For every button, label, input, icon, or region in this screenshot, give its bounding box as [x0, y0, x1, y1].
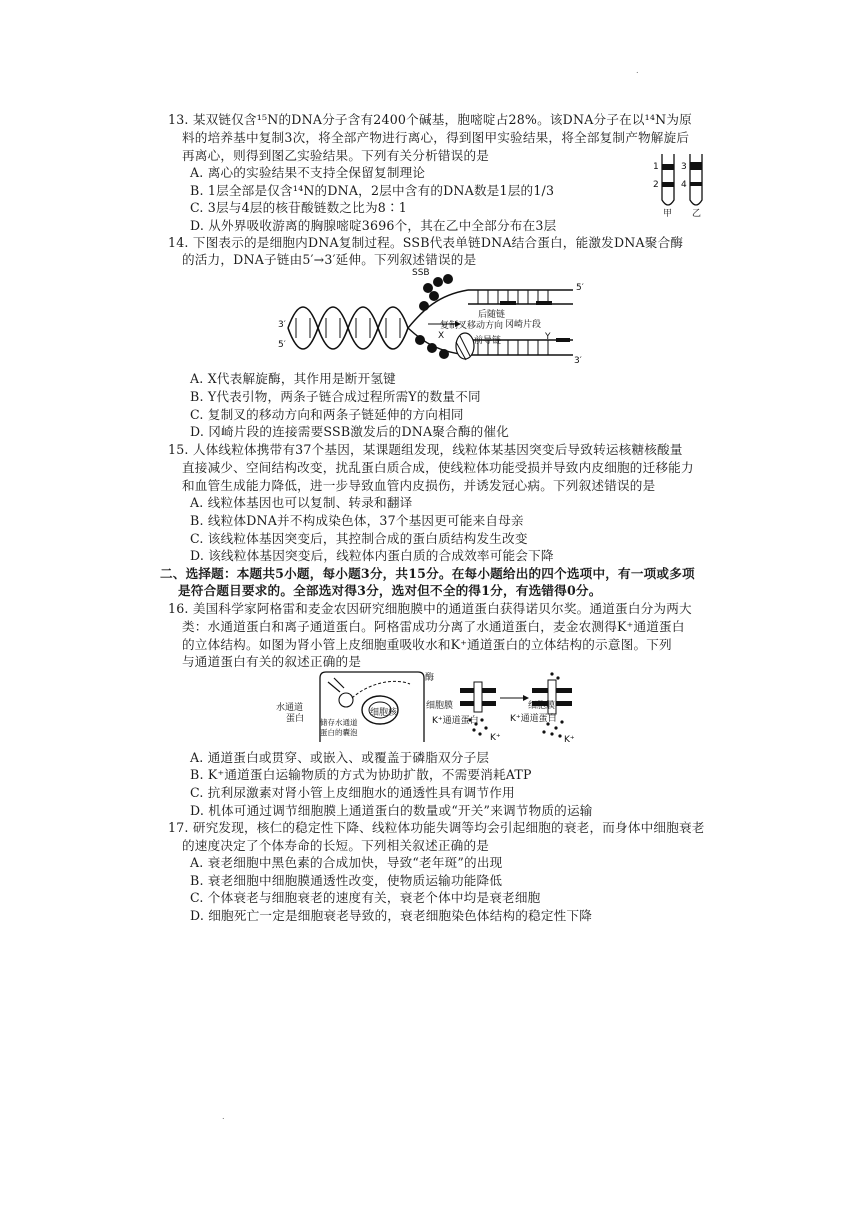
- ssb-label: SSB: [412, 268, 430, 278]
- leading-strand-label: 前导链: [474, 336, 502, 346]
- q14-line-1: 14. 下图表示的是细胞内DNA复制过程。SSB代表单链DNA结合蛋白，能激发DNA聚合酶: [168, 235, 684, 250]
- q15-line-1: 15. 人体线粒体携带有37个基因，某课题组发现，线粒体某基因突变后导致转运核糖核酸量: [168, 442, 683, 457]
- strand-5prime-top-label: 5′: [576, 283, 584, 293]
- helicase-x-label: X: [438, 331, 445, 341]
- tube-layer-1-label: 1: [653, 162, 659, 172]
- q16-option-c: C. 抗利尿激素对肾小管上皮细胞水的通透性具有调节作用: [190, 785, 515, 800]
- q17-line-1: 17. 研究发现，核仁的稳定性下降、线粒体功能失调等均会引起细胞的衰老，而身体中细胞衰老: [168, 820, 705, 835]
- q17-option-a: A. 衰老细胞中黑色素的合成加快，导致“老年斑”的出现: [190, 855, 503, 870]
- q17-line-2: 的速度决定了个体寿命的长短。下列相关叙述正确的是: [182, 838, 490, 853]
- primer-y-label: Y: [545, 332, 551, 342]
- tube-layer-2-label: 2: [653, 180, 659, 190]
- section2-heading-line-1: 二、选择题：本题共5小题，每小题3分，共15分。在每小题给出的四个选项中，有一项或多项: [160, 566, 695, 581]
- q13-line-2: 料的培养基中复制3次，将全部产物进行离心，得到图甲实验结果，将全部复制产物解旋后: [182, 130, 690, 145]
- aquaporin-label-1: 水通道: [276, 703, 304, 713]
- section2-heading-line-2: 是符合题目要求的。全部选对得3分，选对但不全的得1分，有选错得0分。: [178, 583, 602, 598]
- q15-option-d: D. 该线粒体基因突变后，线粒体内蛋白质的合成效率可能会下降: [190, 548, 554, 563]
- q14-option-a: A. X代表解旋酶，其作用是断开氢键: [190, 371, 396, 386]
- q14-option-d: D. 冈崎片段的连接需要SSB激发后的DNA聚合酶的催化: [190, 424, 510, 439]
- q15-line-2: 直接减少、空间结构改变，扰乱蛋白质合成，使线粒体功能受损并导致内皮细胞的迁移能力: [182, 460, 694, 475]
- q16-option-b: B. K⁺通道蛋白运输物质的方式为协助扩散，不需要消耗ATP: [190, 767, 532, 782]
- tube-jia-label: 甲: [663, 209, 673, 219]
- membrane-label-before: 细胞膜: [426, 701, 454, 711]
- q17-option-b: B. 衰老细胞中细胞膜通透性改变，使物质运输功能降低: [190, 873, 503, 888]
- strand-5prime-left-label: 5′: [278, 340, 286, 350]
- vesicle-label-2: 蛋白的囊泡: [320, 728, 358, 737]
- q15-option-c: C. 该线粒体基因突变后，其控制合成的蛋白质结构发生改变: [190, 531, 528, 546]
- scan-dot-top: .: [636, 66, 639, 75]
- k-channel-label-after: K⁺通道蛋白: [510, 714, 557, 724]
- q13-line-1: 13. 某双链仅含¹⁵N的DNA分子含有2400个碱基，胞嘧啶占28%。该DNA分子在以¹⁴N为原: [168, 112, 692, 127]
- q13-option-b: B. 1层全部是仅含¹⁴N的DNA，2层中含有的DNA数是1层的1/3: [190, 183, 555, 198]
- nucleus-label: 细胞核: [370, 708, 398, 718]
- q16-line-1: 16. 美国科学家阿格雷和麦金农因研究细胞膜中的通道蛋白获得诺贝尔奖。通道蛋白分为两大: [168, 601, 692, 616]
- membrane-label-after: 细胞膜: [528, 701, 556, 711]
- q16-option-a: A. 通道蛋白或贯穿、或嵌入、或覆盖于磷脂双分子层: [190, 750, 490, 765]
- k-ion-label-2: K⁺: [564, 735, 575, 745]
- q16-line-3: 的立体结构。如图为肾小管上皮细胞重吸收水和K⁺通道蛋白的立体结构的示意图。下列: [182, 637, 672, 652]
- q16-line-2: 类：水通道蛋白和离子通道蛋白。阿格雷成功分离了水通道蛋白，麦金农测得K⁺通道蛋白: [182, 619, 685, 634]
- q14-option-b: B. Y代表引物，两条子链合成过程所需Y的数量不同: [190, 389, 481, 404]
- enzyme-label: 酶: [425, 673, 435, 683]
- q15-option-a: A. 线粒体基因也可以复制、转录和翻译: [190, 495, 413, 510]
- q14-option-c: C. 复制叉的移动方向和两条子链延伸的方向相同: [190, 407, 464, 422]
- tube-layer-3-label: 3: [681, 162, 687, 172]
- vesicle-label-1: 储存水通道: [320, 718, 358, 727]
- tube-yi-label: 乙: [692, 209, 702, 219]
- q13-option-d: D. 从外界吸收游离的胸腺嘧啶3696个，其在乙中全部分布在3层: [190, 218, 557, 233]
- q13-option-c: C. 3层与4层的核苷酸链数之比为8∶1: [190, 200, 407, 215]
- q13-line-3: 再离心，则得到图乙实验结果。下列有关分析错误的是: [182, 148, 490, 163]
- k-ion-label-1: K⁺: [490, 733, 501, 743]
- dna-replication-figure: [288, 270, 588, 370]
- q15-line-3: 和血管生成能力降低，进一步导致血管内皮损伤，并诱发冠心病。下列叙述错误的是: [182, 478, 656, 493]
- scan-dot-bottom: .: [222, 1112, 225, 1121]
- k-channel-label-before: K⁺通道蛋白: [432, 716, 479, 726]
- q16-line-4: 与通道蛋白有关的叙述正确的是: [182, 654, 362, 669]
- q16-option-d: D. 机体可通过调节细胞膜上通道蛋白的数量或“开关”来调节物质的运输: [190, 803, 593, 818]
- tube-layer-4-label: 4: [681, 180, 687, 190]
- strand-3prime-left-label: 3′: [278, 320, 286, 330]
- strand-3prime-bottom-label: 3′: [574, 356, 582, 366]
- q15-option-b: B. 线粒体DNA并不构成染色体，37个基因更可能来自母亲: [190, 513, 524, 528]
- fork-direction-label: 复制叉移动方向: [440, 321, 504, 331]
- aquaporin-label-2: 蛋白: [286, 714, 305, 724]
- okazaki-fragment-label: 冈崎片段: [505, 320, 542, 330]
- q14-line-2: 的活力，DNA子链由5′→3′延伸。下列叙述错误的是: [182, 252, 477, 267]
- q17-option-c: C. 个体衰老与细胞衰老的速度有关，衰老个体中均是衰老细胞: [190, 890, 541, 905]
- q17-option-d: D. 细胞死亡一定是细胞衰老导致的，衰老细胞染色体结构的稳定性下降: [190, 908, 593, 923]
- lagging-strand-label: 后随链: [478, 310, 506, 320]
- q13-option-a: A. 离心的实验结果不支持全保留复制理论: [190, 165, 426, 180]
